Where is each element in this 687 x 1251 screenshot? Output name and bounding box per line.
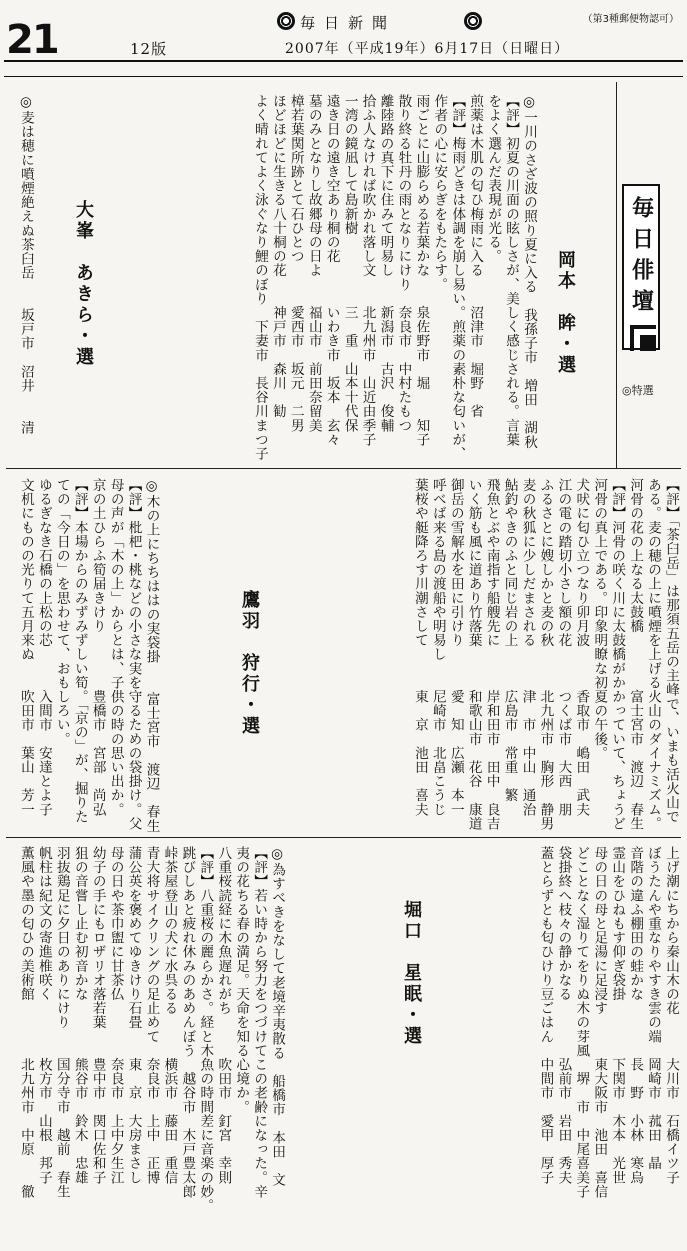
hori-line: 夷の花ちる春の満足。天命を知る心境か。	[233, 846, 250, 1114]
section-divider-top	[6, 468, 681, 469]
omine-line: 呼べば来る島の渡船や明易し 尼崎市 北畠こうじ	[429, 478, 446, 817]
okamoto-line: 【評】梅雨どきは体調を崩し易い。煎薬の素朴な匂いが、	[449, 94, 466, 461]
hori-line: 八重桜読経に木魚遅れがち 吹田市 釘宮 幸則	[215, 846, 232, 1185]
newspaper-name: 毎日新聞	[300, 14, 397, 32]
masthead	[0, 0, 687, 62]
okamoto-line: 離陸路の真下に住みて明易し 新潟市 古沢 俊輔	[377, 94, 394, 433]
okamoto-line: ほどほどに生きる八十桐の花 神戸市 森川 勧	[269, 94, 286, 419]
hori-line: 霊山をひねもす仰ぎ袋掛 下関市 木本 光世	[609, 846, 626, 1185]
omine-line: 葉桜や艇降ろす川潮さして 東 京 池田 喜夫	[411, 478, 428, 817]
takaha-line: ◎木の上にちちははの実袋掛 富士宮市 渡辺 春生	[143, 478, 160, 833]
edition-label: 12版	[130, 40, 168, 58]
omine-line: 飛魚とぶや南指す船艘先に 岸和田市 田中 良吉	[483, 478, 500, 831]
hori-line: ◎為すべきをなして老境辛夷散る 船橋市 本田 文	[269, 846, 286, 1187]
hori-line: 蓋とらずとも匂ひけり豆ごはん 中間市 愛甲 厚子	[537, 846, 554, 1185]
selector-omine: 大峯 あきら・選	[73, 200, 94, 368]
hori-line: 袋掛終へ枝々の静かなる 弘前市 岩田 秀夫	[555, 846, 572, 1185]
okamoto-line: 【評】初夏の川面の眩しさが、美しく感じされる。言葉	[503, 94, 520, 447]
okamoto-line: 作者の心に安らぎをもたらす。	[431, 94, 448, 292]
omine-line: 鮎釣やきのふと同じ岩の上 広島市 常重 繁	[501, 478, 518, 803]
hori-line: 母の日や茶巾盥に甘茶仏 奈良市 上中夕生江	[107, 846, 124, 1185]
okamoto-line: 煎薬は木肌の匂ひ梅雨に入る 沼津市 堀野 省	[467, 94, 484, 419]
takaha-line: 文机にものの光りて五月来ぬ 吹田市 葉山 芳一	[17, 478, 34, 817]
okamoto-line: よく晴れてよく泳ぐなり鯉のぼり 下妻市 長谷川まつ子	[251, 94, 268, 461]
takaha-line: ゆるぎなき石橋の上松の芯 入間市 安達とよ子	[35, 478, 52, 817]
hori-line: 蒲公英を褒めてゆきけり石畳 東 京 大房まさし	[125, 846, 142, 1185]
newspaper-emblem-right-icon	[464, 12, 482, 30]
selector-horiguchi: 堀口 星眠・選	[401, 900, 422, 1047]
takaha-line: 【評】枇杷・桃などの小さな実を守るための袋掛け。父	[125, 478, 142, 831]
hori-line: 【評】八重桜の麗らかさ。経と木魚の時間差に音楽の妙。	[197, 846, 214, 1213]
page-number: 21	[6, 17, 58, 63]
selector-okamoto: 岡本 眸・選	[555, 250, 576, 376]
okamoto-line: ◎一川のさざ波の照り夏に入る 我孫子市 増田 湖秋	[521, 94, 537, 449]
omine-line: 河骨の花の上なる太鼓橋 富士宮市 渡辺 春生	[627, 478, 644, 831]
hori-line: どことなく湿りてをりぬ木の芽風 堺 市 中尾喜美子	[573, 846, 590, 1199]
hori-line: 峠茶屋登山の犬に水呉るる 横浜市 藤田 重信	[161, 846, 178, 1185]
hori-line: 音階の違ふ棚田の蛙かな 長 野 小林 寒烏	[627, 846, 644, 1185]
omine-line: ◎麦は穂に噴煙絶えぬ茶臼岳 坂戸市 沼井 清	[17, 94, 34, 435]
omine-line: 犬吠に匂ひ立つなり卯月波 香取市 嶋田 武夫	[573, 478, 590, 817]
hori-line: 幼子の手にもロザリオ落若葉 豊中市 関口佐和子	[89, 846, 106, 1185]
takaha-line: ての「今日の」を思わせて、おもしろい。	[53, 478, 70, 746]
haiku-block-hori-top	[536, 846, 680, 1246]
newspaper-emblem-left-icon	[277, 12, 295, 30]
selector-takaha: 鷹羽 狩行・選	[239, 590, 260, 737]
column-divider	[616, 82, 617, 468]
hori-line: 【評】若い時から努力をつづけてこの老齢になった。辛	[251, 846, 268, 1199]
haiku-block-hori	[16, 846, 285, 1246]
okamoto-line: 遠き日の遠き空あり桐の花 いわき市 坂本 玄々	[323, 94, 340, 447]
column-title-badge: 毎日俳壇	[622, 184, 660, 350]
haiku-block-omine-continued	[410, 478, 679, 833]
okamoto-line: 雨ごとに山膨らめる若葉かな 泉佐野市 堀 知子	[413, 94, 430, 447]
omine-line: 【評】河骨の咲く川に太鼓橋がかかっていて、ちょうど	[609, 478, 626, 831]
takaha-line: 京の土ひらふ筍届きけり 豊橋市 宮部 尚弘	[89, 478, 106, 817]
omine-line: 麦の秋狐に少しだまされる 津 市 中山 通治	[519, 478, 536, 817]
omine-line: 江の電の踏切小さし額の花 つくば市 大西 朋	[555, 478, 572, 817]
haiku-block-omine	[16, 94, 34, 464]
masthead-rule-inner	[4, 76, 683, 77]
hori-line: 狙の音嘗し止む初音かな 熊谷市 鈴木 忠雄	[71, 846, 88, 1185]
okamoto-line: 拾ふ人なければ吹かれ落し文 北九州市 山近由季子	[359, 94, 376, 447]
okamoto-line: 散り終る牡丹の雨となりにけり 奈良市 中村たもつ	[395, 94, 412, 433]
hori-line: 跳びしあと疲れ休みのあめんぼう 越谷市 木戸豊太郎	[179, 846, 196, 1199]
postal-note: （第3種郵便物認可）	[582, 14, 679, 25]
okamoto-line: 樟若葉関所跡とて石ひとつ 愛西市 坂元 二男	[287, 94, 304, 433]
takaha-line: 母の声が「木の上」からとは、子供の時の思い出か。	[107, 478, 124, 817]
omine-line: いく筋も風に道あり竹落葉 和歌山市 花谷 康道	[465, 478, 482, 831]
hori-line: ぼうたんや重なりやすき雲の端 岡崎市 菰田 晶	[645, 846, 662, 1171]
hori-line: 青大将サイクリングの足止めて 奈良市 上中 正博	[143, 846, 160, 1185]
hori-line: 薫風や墨の匂ひの美術館 北九州市 中原 徹	[17, 846, 34, 1199]
special-selection-mark: ◎特選	[622, 384, 654, 397]
haiku-block-okamoto	[250, 94, 537, 464]
hori-line: 母の日の母と足湯に足浸す 東大阪市 池田 喜信	[591, 846, 608, 1199]
masthead-rule	[4, 60, 683, 62]
omine-line: 【評】「茶臼岳」は那須五岳の主峰で、いまも活火山で	[663, 478, 679, 824]
omine-line: ふるさとに嫂しかと麦の秋 北九州市 胸形 静男	[537, 478, 554, 831]
omine-line: 御岳の雪解水を田に引けり 愛 知 広瀬 本一	[447, 478, 464, 817]
column-badge-pattern-icon	[630, 325, 656, 351]
okamoto-line: をよく選んだ表現が光る。	[485, 94, 502, 264]
omine-line: 河骨の真上である。印象明瞭な初夏の午後。	[591, 478, 608, 760]
omine-line: ある。麦の穂の上に噴煙を上げる火山のダイナミズム。	[645, 478, 662, 831]
section-divider-middle	[6, 837, 681, 838]
hori-line: 羽抜鶏足に夕日のありにけり 国分寺市 越前 春生	[53, 846, 70, 1199]
issue-date: 2007年（平成19年）6月17日（日曜日）	[285, 41, 570, 57]
hori-line: 上げ潮にちから秦山木の花 大川市 石橋イツ子	[663, 846, 679, 1185]
takaha-line: 【評】本場からのみずみずしい筍。「京の」が、掘りた	[71, 478, 88, 824]
hori-line: 帆柱は紀文の寄進椎咲く 枚方市 山根 邦子	[35, 846, 52, 1185]
haiku-block-takaha	[16, 478, 160, 833]
okamoto-line: 一湾の鏡凪して島新樹 三 重 山本十代保	[341, 94, 358, 433]
okamoto-line: 墓のみとなりし故郷母の日よ 福山市 前田奈留美	[305, 94, 322, 433]
